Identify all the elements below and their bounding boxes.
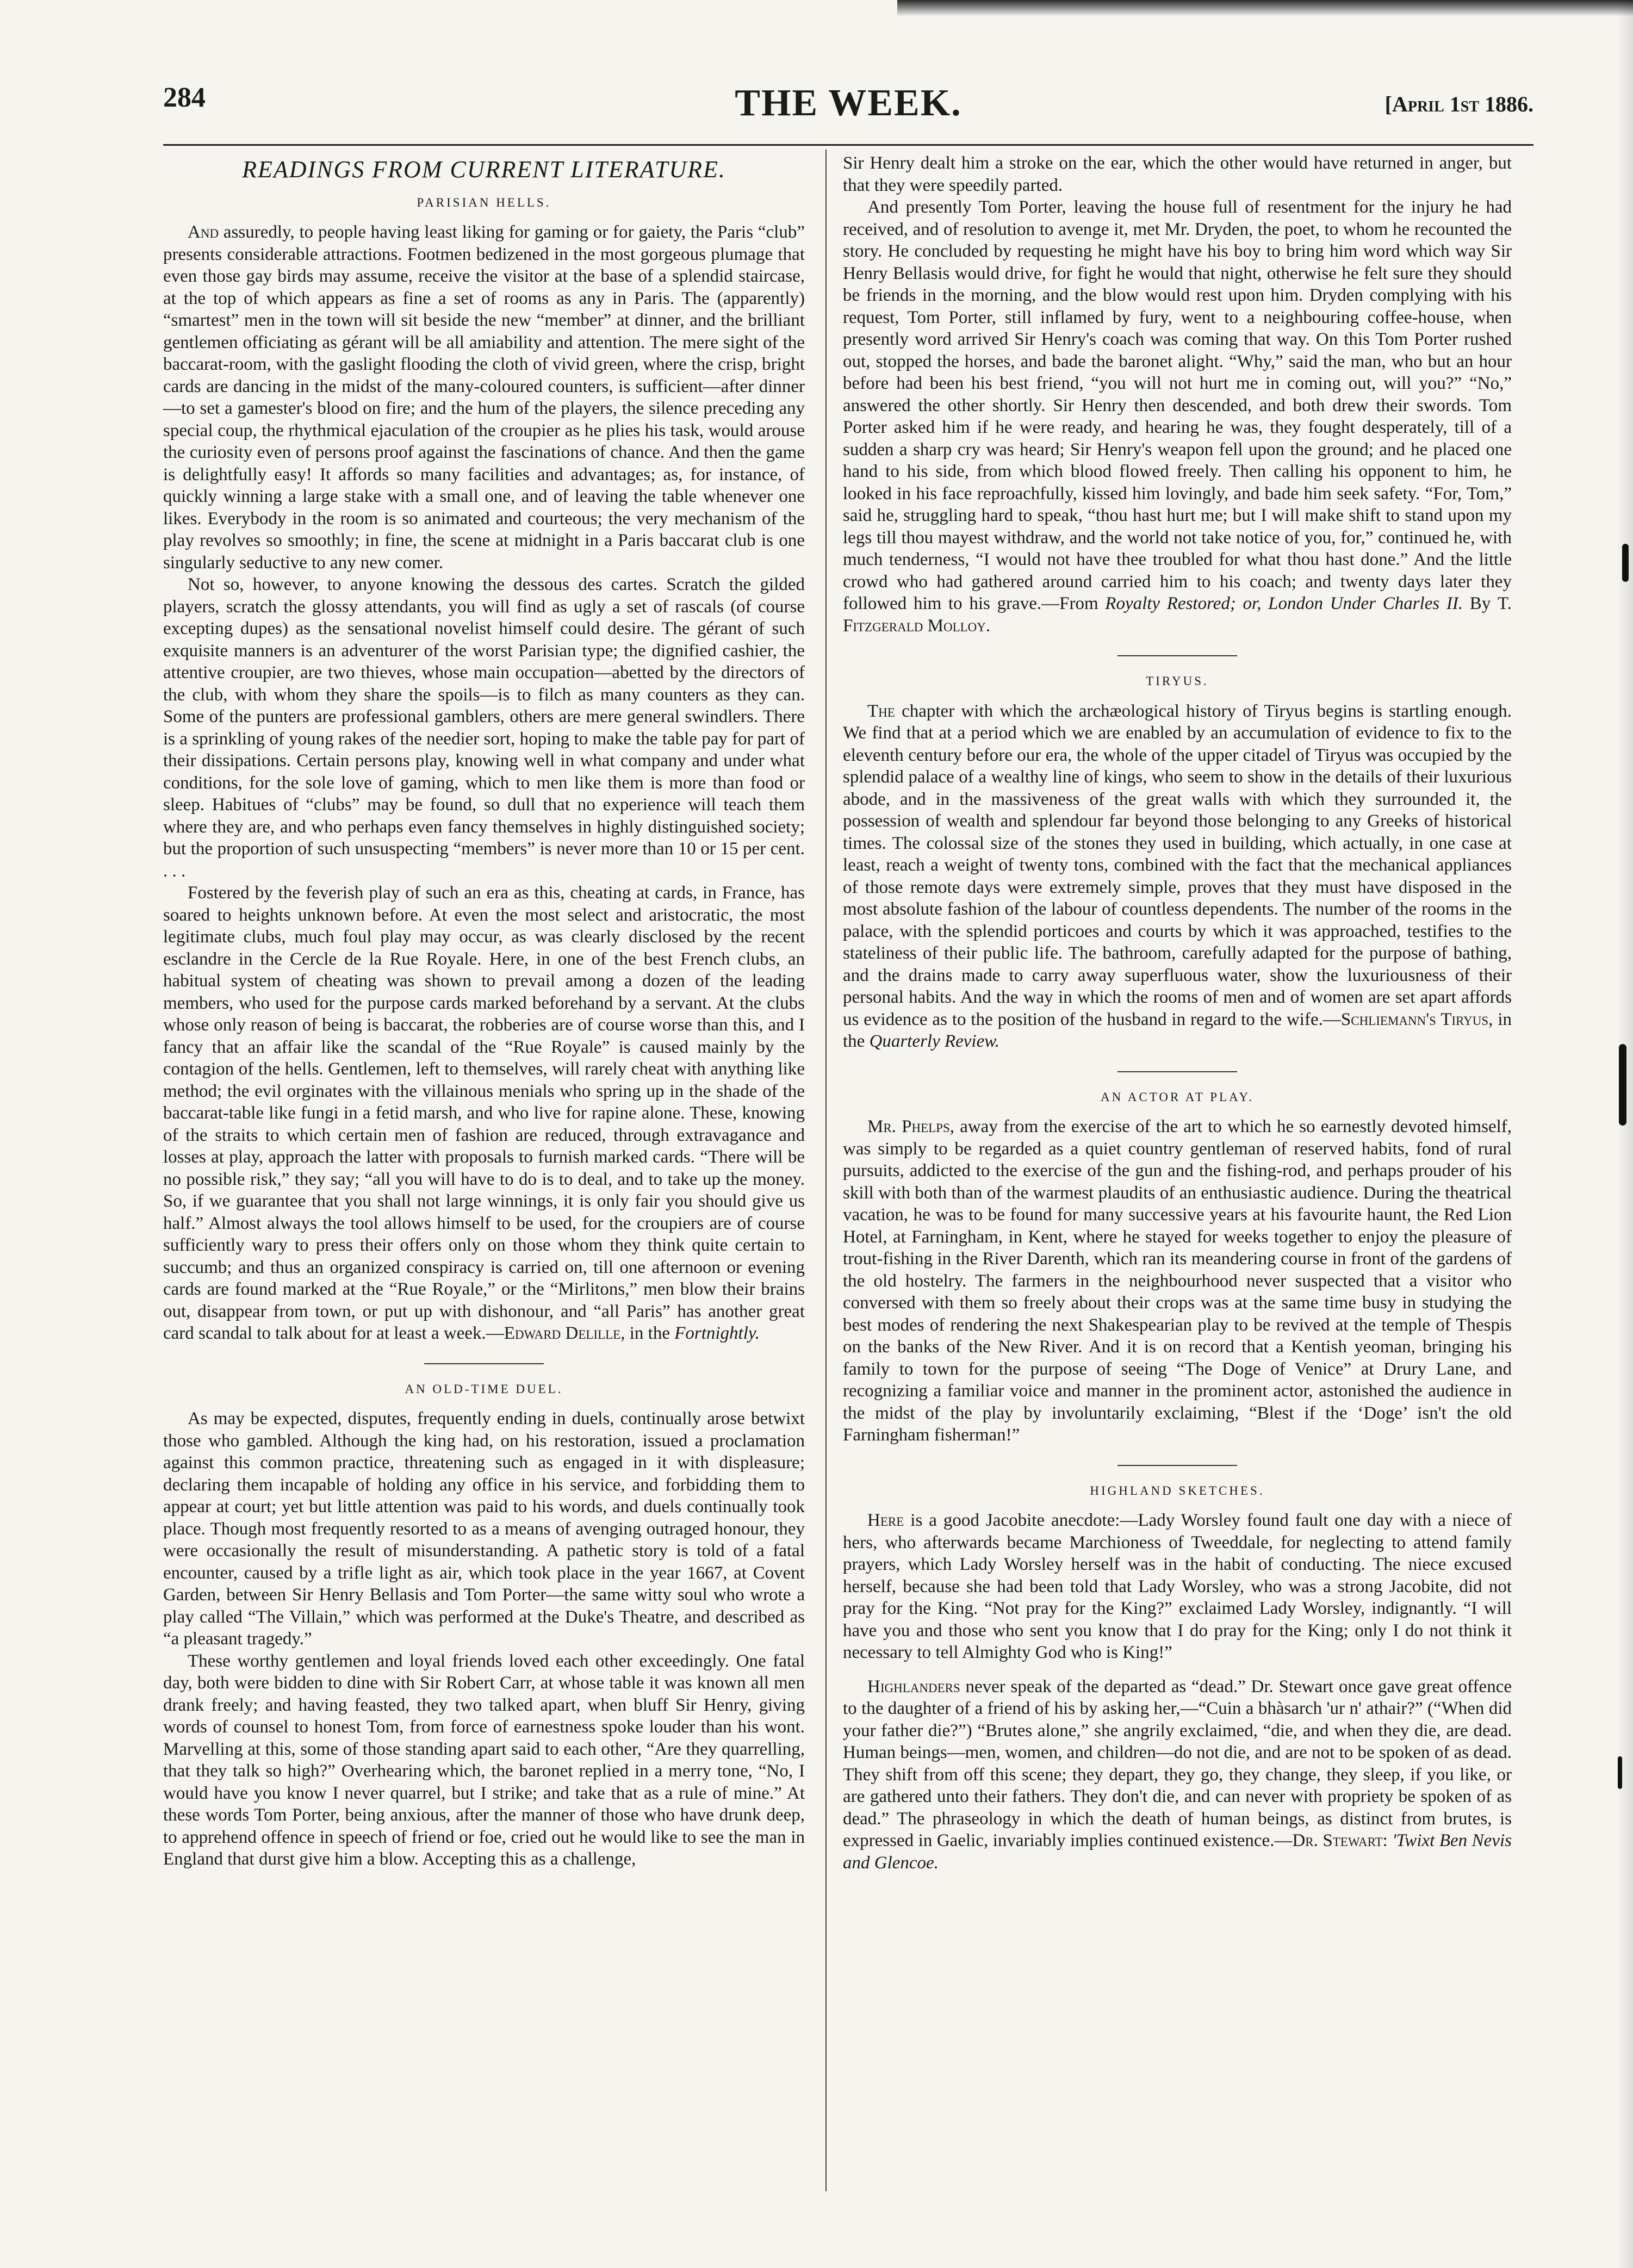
by-prefix: By <box>1463 594 1498 613</box>
binding-mark-2 <box>1619 1044 1626 1126</box>
paragraph <box>843 1509 1512 1664</box>
citation-prefix: , in the <box>843 1009 1512 1051</box>
citation-prefix: , in the <box>620 1323 675 1343</box>
article-divider <box>1117 1071 1237 1072</box>
paragraph <box>843 1676 1512 1874</box>
lead-words: Here <box>867 1511 904 1530</box>
article-duel-continued <box>843 152 1512 637</box>
left-column <box>163 152 805 1871</box>
paragraph <box>843 196 1512 637</box>
paragraph <box>163 221 805 574</box>
masthead: THE WEEK. <box>735 82 962 124</box>
paragraph-text: assuredly, to people having least liking for gaming or for gaiety, the Paris “club” presents considerable attractions. Footmen bedizened in the most gorgeous plumage that even those gay birds may assume, receive the visitor at the base of a splendid staircase, at the top of which appears as fine a set of rooms as any in Paris. The (apparently) “smartest” men in the town will sit beside the new “member” at dinner, and the brilliant gentlemen officiating as gérant will be all amiability and attention. The mere sight of the baccarat-room, with the gaslight flooding the cloth of vivid green, where the crisp, bright cards are dancing in the midst of the many-coloured counters, is sufficient—after dinner—to set a gamester's blood on fire; and the hum of the players, the silence preceding any special coup, the rhythmical ejaculation of the croupier as he plies his task, would arouse the curiosity even of persons proof against the fascinations of chance. And then the game is delightfully easy! It affords so many facilities and advantages; as, for instance, of quickly winning a large stake with a small one, and of leaving the table whenever one likes. Everybody in the room is so animated and courteous; the very mechanism of the play revolves so smoothly; in fine, the scene at midnight in a Paris baccarat club is one singularly seductive to any new comer. <box>163 222 805 573</box>
lead-words: And <box>188 222 219 242</box>
lead-words: The <box>867 701 895 721</box>
citation: Royalty Restored; or, London Under Charles II. <box>1105 594 1463 613</box>
paragraph-text: Fostered by the feverish play of such an era as this, cheating at cards, in France, has soared to heights unknown before. At even the most select and aristocratic, the most legitimate clubs, much foul play may occur, as was clearly disclosed by the recent esclandre in the Cercle de la Rue Royale. Here, in one of the best French clubs, an habitual system of cheating was shown to prevail among a dozen of the leading members, who used for the purpose cards marked beforehand by a servant. At the clubs whose only reason of being is baccarat, the robberies are of course worse than this, and I fancy that an affair like the scandal of the “Rue Royale” is caused mainly by the contagion of the hells. Gentlemen, left to themselves, will rarely cheat with anything like method; the evil orginates with the villainous menials who spring up in the shade of the baccarat-table like fungi in a fetid marsh, and who live for rapine alone. These, knowing of the straits to which certain men of fashion are reduced, through extravagance and losses at play, approach the latter with proposals to furnish marked cards. “There will be no possible risk,” they say; “all you will have to do is to deal, and to take up the money. So, if we guarantee that you shall not large winnings, it is only fair you should give us half.” Almost always the tool allows himself to be used, for the croupiers are of course sufficiently wary to press their offers only on those whom they think quite certain to succumb; and thus an organized conspiracy is carried on, till one afternoon or evening cards are found marked at the “Rue Royale,” or the “Mirlitons,” men blow their brains out, disappear from town, or put up with dishonour, and “all Paris” has another great card scandal to talk about for at least a week.— <box>163 883 805 1343</box>
article-body <box>843 152 1512 637</box>
lead-words: Mr. Phelps <box>867 1117 950 1136</box>
binding-mark-1 <box>1622 544 1629 582</box>
article-title: PARISIAN HELLS. <box>417 195 551 209</box>
article-highland-sketches <box>843 1480 1512 1874</box>
column-rule <box>825 150 827 2191</box>
citation-prefix: : <box>1382 1831 1393 1850</box>
citation: Quarterly Review. <box>869 1032 1000 1051</box>
article-divider <box>424 1363 544 1364</box>
paragraph-text: is a good Jacobite anecdote:—Lady Worsley found fault one day with a niece of hers, who afterwards became Marchioness of Tweeddale, for neglecting to attend family prayers, which Lady Worsley herself was in the habit of conducting. The niece excused herself, because she had been told that Lady Worsley, who was a strong Jacobite, did not pray for the King. “Not pray for the King?” exclaimed Lady Worsley, indignantly. “I will have you and those who sent you know that I do pray for the King; only I do not think it necessary to tell Almighty God who is King!” <box>843 1511 1512 1662</box>
article-title: AN ACTOR AT PLAY. <box>1101 1090 1254 1104</box>
article-title: AN OLD-TIME DUEL. <box>405 1382 563 1396</box>
article-body <box>163 221 805 1345</box>
article-body <box>843 1509 1512 1874</box>
byline: Dr. Stewart <box>1292 1831 1383 1850</box>
byline: Schliemann's Tiryus <box>1340 1009 1489 1029</box>
section-banner: READINGS FROM CURRENT LITERATURE. <box>242 156 726 183</box>
article-title: TIRYUS. <box>1146 674 1209 688</box>
paragraph: Sir Henry dealt him a stroke on the ear, which the other would have returned in anger, but that they were speedily parted. <box>843 153 1512 195</box>
header-rule <box>163 144 1533 146</box>
paragraph <box>843 700 1512 1053</box>
page-header <box>163 82 1533 141</box>
article-body <box>843 700 1512 1053</box>
paragraph-text: , away from the exercise of the art to which he so earnestly devoted himself, was simply to be regarded as a quiet country gentleman of reserved habits, fond of rural pursuits, addicted to the exercise of the gun and the fishing-rod, and perhaps prouder of his skill with both than of the warmest plaudits of an enthusiastic audience. During the theatrical vacation, he was to be found for many successive years at his favourite haunt, the Red Lion Hotel, at Farningham, in Kent, where he stayed for weeks together to enjoy the pleasure of trout-fishing in the River Darenth, which ran its meandering course in front of the gardens of the old hostelry. The farmers in the neighbourhood never suspected that a visitor who conversed with them so freely about their crops was at the same time busy in studying the best modes of rendering the next Shakespearian play to be revived at the temple of Thespis on the banks of the New River. And it is on record that a Kentish yeoman, bringing his family to town for the purpose of seeing “The Doge of Venice” at Drury Lane, and recognizing a familiar voice and manner in the prominent actor, astonished the audience in the midst of the play by involuntarily exclaiming, “Blest if the ‘Doge’ isn't the old Farningham fisherman!” <box>843 1117 1512 1445</box>
right-column <box>843 152 1512 1874</box>
scan-edge-right <box>1618 0 1633 2268</box>
byline: Edward Delille <box>504 1323 621 1343</box>
article-old-time-duel <box>163 1378 805 1871</box>
article-title: HIGHLAND SKETCHES. <box>1090 1483 1265 1497</box>
article-divider <box>1117 655 1237 656</box>
paragraph: These worthy gentlemen and loyal friends loved each other exceedingly. One fatal day, both were bidden to dine with Sir Robert Carr, at whose table it was known all men drank freely; and having feasted, they two talked apart, when bluff Sir Henry, giving words of counsel to honest Tom, from force of earnestness spoke louder than his wont. Marvelling at this, some of those standing apart said to each other, “Are they quarrelling, that they talk so high?” Overhearing which, the baronet replied in a merry tone, “No, I would have you know I never quarrel, but I strike; and take that as a rule of mine.” At these words Tom Porter, being anxious, after the manner of those who have drunk deep, to apprehend offence in speech of friend or foe, cried out he would like to see the man in England that durst give him a blow. Accepting this as a challenge, <box>163 1651 805 1869</box>
lead-words: Highlanders <box>867 1676 960 1697</box>
scan-edge-top <box>897 0 1633 16</box>
paragraph: As may be expected, disputes, frequently ending in duels, continually arose betwixt those who gambled. Although the king had, on his restoration, issued a proclamation against this common practice, threatening such as engaged in it with displeasure; declaring them incapable of holding any office in his service, and forbidding them to appear at court; yet but little attention was paid to his words, and duels continually took place. Though most frequently resorted to as a means of avenging outraged honour, they were occasionally the result of misunderstanding. A pathetic story is told of a fatal encounter, caused by a trifle light as air, which took place in the year 1667, at Covent Garden, between Sir Henry Bellasis and Tom Porter—the same witty soul who wrote a play called “The Villain,” which was performed at the Duke's Theatre, and described as “a pleasant tragedy.” <box>163 1409 805 1649</box>
paragraph-text: And presently Tom Porter, leaving the house full of resentment for the injury he had received, and of resolution to avenge it, met Mr. Dryden, the poet, to whom he recounted the story. He concluded by requesting he might have his boy to bring him word which way Sir Henry Bellasis would drive, for fight he would that night, otherwise he felt sure they should be friends in the morning, and the blow would rest upon him. Dryden complying with his request, Tom Porter, still inflamed by fury, went to a neighbouring coffee-house, when presently word arrived Sir Henry's coach was coming that way. On this Tom Porter rushed out, stopped the horses, and bade the baronet alight. “Why,” said the man, who but an hour before had been his best friend, “you will not hurt me in coming out, will you?” “No,” answered the other shortly. Sir Henry then descended, and both drew their swords. Tom Porter asked him if he were ready, and hearing he was, they fought desperately, till of a sudden a sharp cry was heard; Sir Henry's weapon fell upon the ground; and he placed one hand to his side, from which blood flowed freely. Then calling his opponent to him, he looked in his face reproachfully, kissed him lovingly, and bade him seek safety. “For, Tom,” said he, struggling hard to speak, “thou hast hurt me; but I will make shift to stand upon my legs till thou mayest withdraw, and the world not take notice of you, for,” continued he, with much tenderness, “I would not have thee troubled for what thou hast done.” And the little crowd who had gathered around carried him to his coach; and twenty days later they followed him to his grave.—From <box>843 197 1512 613</box>
byline: T. Fitzgerald Molloy. <box>843 594 1512 636</box>
paragraph-text: chapter with which the archæological history of Tiryus begins is startling enough. We find that at a period which we are enabled by an accumulation of evidence to fix to the eleventh century before our era, the whole of the upper citadel of Tiryus was occupied by the splendid palace of a wealthy line of kings, who seem to show in the details of their luxurious abode, and in the massiveness of the great walls with which they surrounded it, the possession of wealth and splendour far beyond those belonging to any Greeks of historical times. The colossal size of the stones they used in building, which actually, in one case at least, reach a weight of twenty tons, combined with the fact that the mechanical appliances of those remote days were extremely simple, proves that they must have disposed in the most absolute fashion of the labour of countless dependents. The number of the rooms in the palace, with the splendid porticoes and courts by which it was approached, testifies to the stateliness of their public life. The bathroom, carefully adapted for the purpose of bathing, and the drains made to carry away superfluous water, show the luxuriousness of their personal habits. And the way in which the rooms of men and of women are set apart affords us evidence as to the position of the husband in regard to the wife.— <box>843 701 1512 1029</box>
issue-date: [April 1st 1886. <box>1384 92 1533 116</box>
article-tiryus <box>843 670 1512 1053</box>
paragraph <box>843 1116 1512 1446</box>
paragraph <box>163 882 805 1345</box>
citation: 'Twixt Ben Nevis and Glencoe. <box>843 1831 1512 1873</box>
paragraph-text: never speak of the departed as “dead.” Dr. Stewart once gave great offence to the daughter of a friend of his by asking her,—“Cuin a bhàsarch 'ur n' athair?” (“When did your father die?”) “Brutes alone,” she angrily exclaimed, “die, and when they die, are dead. Human beings—men, women, and children—do not die, and are not to be spoken of as dead. They shift from off this scene; they depart, they go, they change, they sleep, if you like, or are gathered unto their fathers. They don't die, and can never with propriety be spoken of as dead.” The phraseology in which the death of human beings, as distinct from brutes, is expressed in Gaelic, invariably implies continued existence.— <box>843 1676 1512 1850</box>
article-body <box>163 1408 805 1871</box>
page-number: 284 <box>163 82 206 113</box>
paragraph: Not so, however, to anyone knowing the dessous des cartes. Scratch the gilded players, scratch the glossy attendants, you will find as ugly a set of rascals (of course excepting dupes) as the sensational novelist himself could desire. The gérant of such exquisite manners is an adventurer of the worst Parisian type; the dignified cashier, the attentive croupier, are two thieves, whose main occupation—abetted by the directors of the club, with whom they share the spoils—is to filch as many counters as they can. Some of the punters are professional gamblers, others are mere general swindlers. There is a sprinkling of young rakes of the needier sort, hoping to make the table pay for part of their dissipations. Certain persons play, knowing well in what company and under what conditions, for the sole love of gaming, which to men like them is more than food or sleep. Habitues of “clubs” may be found, so dull that no experience will teach them where they are, and who perhaps even fancy themselves in highly distinguished society; but the proportion of such unsuspecting “members” is never more than 10 or 15 per cent. . . . <box>163 575 805 881</box>
article-body <box>843 1116 1512 1446</box>
article-parisian-hells <box>163 192 805 1345</box>
binding-mark-3 <box>1618 1756 1622 1789</box>
citation: Fortnightly. <box>674 1323 760 1343</box>
article-divider <box>1117 1465 1237 1466</box>
article-actor-at-play <box>843 1086 1512 1446</box>
